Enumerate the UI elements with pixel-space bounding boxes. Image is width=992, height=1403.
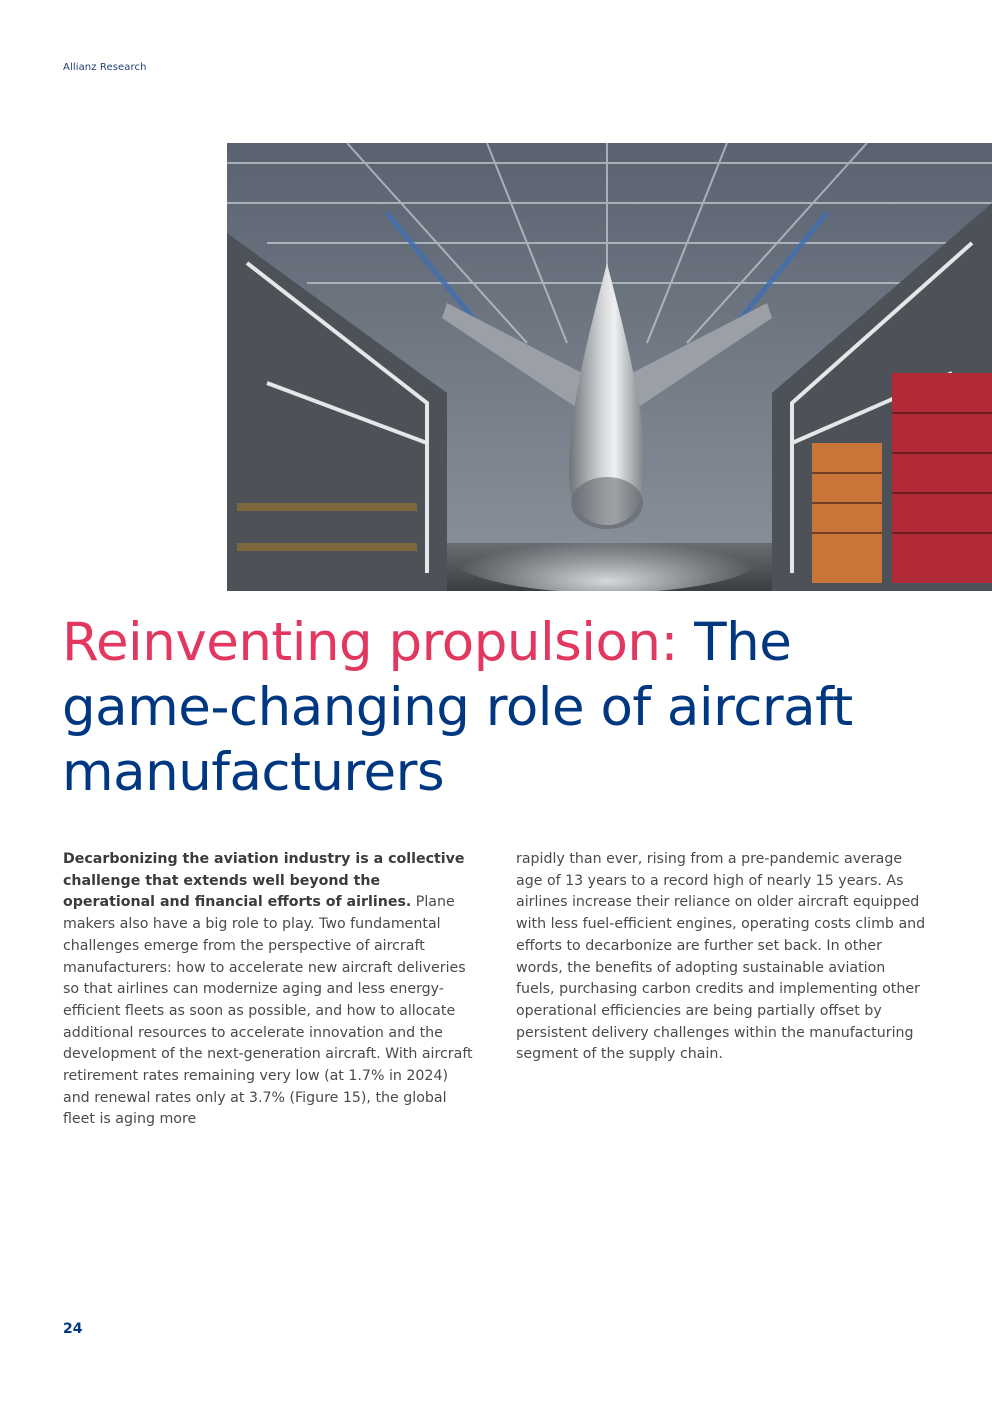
lead-paragraph: Decarbonizing the aviation industry is a collective challenge that extends well beyond the operational and financial efforts of airlines. bbox=[63, 851, 465, 911]
page-title bbox=[62, 610, 942, 805]
body-text-right: rapidly than ever, rising from a pre-pandemic average age of 13 years to a record high of nearly 15 years. As airlines increase their reliance on older aircraft equipped with less fuel-efficient engines, operating costs climb and efforts to decarbonize are further set back. In other words, the benefits of adopting sustainable aviation fuels, purchasing carbon credits and implementing other operational efficiencies are being partially offset by persistent delivery challenges within the manufacturing segment of the supply chain. bbox=[516, 851, 926, 1063]
body-column-left bbox=[63, 849, 475, 1131]
title-accent: Reinventing propulsion: bbox=[62, 612, 678, 673]
title-rest: The game-changing role of aircraft manufacturers bbox=[62, 612, 853, 803]
hangar-aircraft-illustration bbox=[227, 143, 992, 591]
header-label: Allianz Research bbox=[63, 62, 147, 73]
page-number: 24 bbox=[63, 1321, 83, 1337]
body-column-right bbox=[516, 849, 928, 1066]
hero-image bbox=[227, 143, 992, 591]
body-text-left: Plane makers also have a big role to play. Two fundamental challenges emerge from the perspective of aircraft manufacturers: how to accelerate new aircraft deliveries so that airlines can modernize aging and less energy-efficient fleets as soon as possible, and how to allocate additional resources to accelerate innovation and the development of the next-generation aircraft. With aircraft retirement rates remaining very low (at 1.7% in 2024) and renewal rates only at 3.7% (Figure 15), the global fleet is aging more bbox=[63, 894, 473, 1128]
